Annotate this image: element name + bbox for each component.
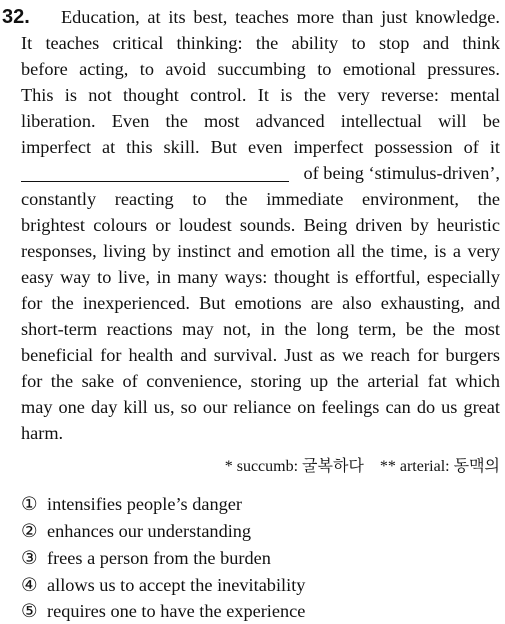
choice-5[interactable] — [21, 598, 305, 624]
question-number: 32. — [2, 6, 30, 28]
passage-line-13: short-term reactions may not, in the long term, be the most — [21, 319, 500, 339]
choice-4[interactable] — [21, 572, 305, 598]
choice-1-text: intensifies people’s danger — [47, 494, 242, 514]
passage-line-2: It teaches critical thinking: the ability to stop and think — [21, 33, 500, 53]
passage-line-9: brightest colours or loudest sounds. Being driven by heuristic — [21, 215, 500, 235]
passage-line-16: may one day kill us, so our reliance on feelings can do us great — [21, 397, 500, 417]
passage-line-7 — [21, 160, 500, 186]
answer-blank — [21, 181, 289, 182]
passage-line-5: liberation. Even the most advanced intellectual will be — [21, 111, 500, 131]
passage-line-1: Education, at its best, teaches more than just knowledge. — [61, 7, 500, 27]
choice-1[interactable] — [21, 491, 242, 517]
choice-5-text: requires one to have the experience — [47, 601, 306, 621]
passage-line-12: for the inexperienced. But emotions are also exhausting, and — [21, 293, 500, 313]
passage-line-8: constantly reacting to the immediate environment, the — [21, 189, 500, 209]
passage-line-11: easy way to live, in many ways: thought is effortful, especially — [21, 267, 500, 287]
passage-line-17: harm. — [21, 423, 64, 443]
passage-line-10: responses, living by instinct and emotion all the time, is a very — [21, 241, 500, 261]
choice-2-mark: ② — [21, 521, 38, 541]
choice-3-mark: ③ — [21, 548, 38, 568]
footnotes — [225, 456, 500, 478]
choice-5-mark: ⑤ — [21, 601, 38, 621]
passage-line-4: This is not thought control. It is the very reverse: mental — [21, 85, 500, 105]
choice-1-mark: ① — [21, 494, 38, 514]
choice-4-mark: ④ — [21, 575, 38, 595]
choice-2-text: enhances our understanding — [47, 521, 252, 541]
choice-3[interactable] — [21, 545, 271, 571]
passage-line-6: imperfect at this skill. But even imperfect possession of it — [21, 137, 500, 157]
passage-line-7-text: of being ‘stimulus-driven’, — [303, 163, 500, 183]
passage-line-15: for the sake of convenience, storing up the arterial fat which — [21, 371, 500, 391]
footnote-succumb: * succumb: 굴복하다 — [224, 458, 364, 475]
choice-4-text: allows us to accept the inevitability — [47, 575, 306, 595]
footnote-arterial: ** arterial: 동맥의 — [379, 458, 500, 475]
choice-2[interactable] — [21, 518, 251, 544]
passage-line-14: beneficial for health and survival. Just as we reach for burgers — [21, 345, 500, 365]
choice-3-text: frees a person from the burden — [47, 548, 271, 568]
passage-line-3: before acting, to avoid succumbing to emotional pressures. — [21, 59, 500, 79]
